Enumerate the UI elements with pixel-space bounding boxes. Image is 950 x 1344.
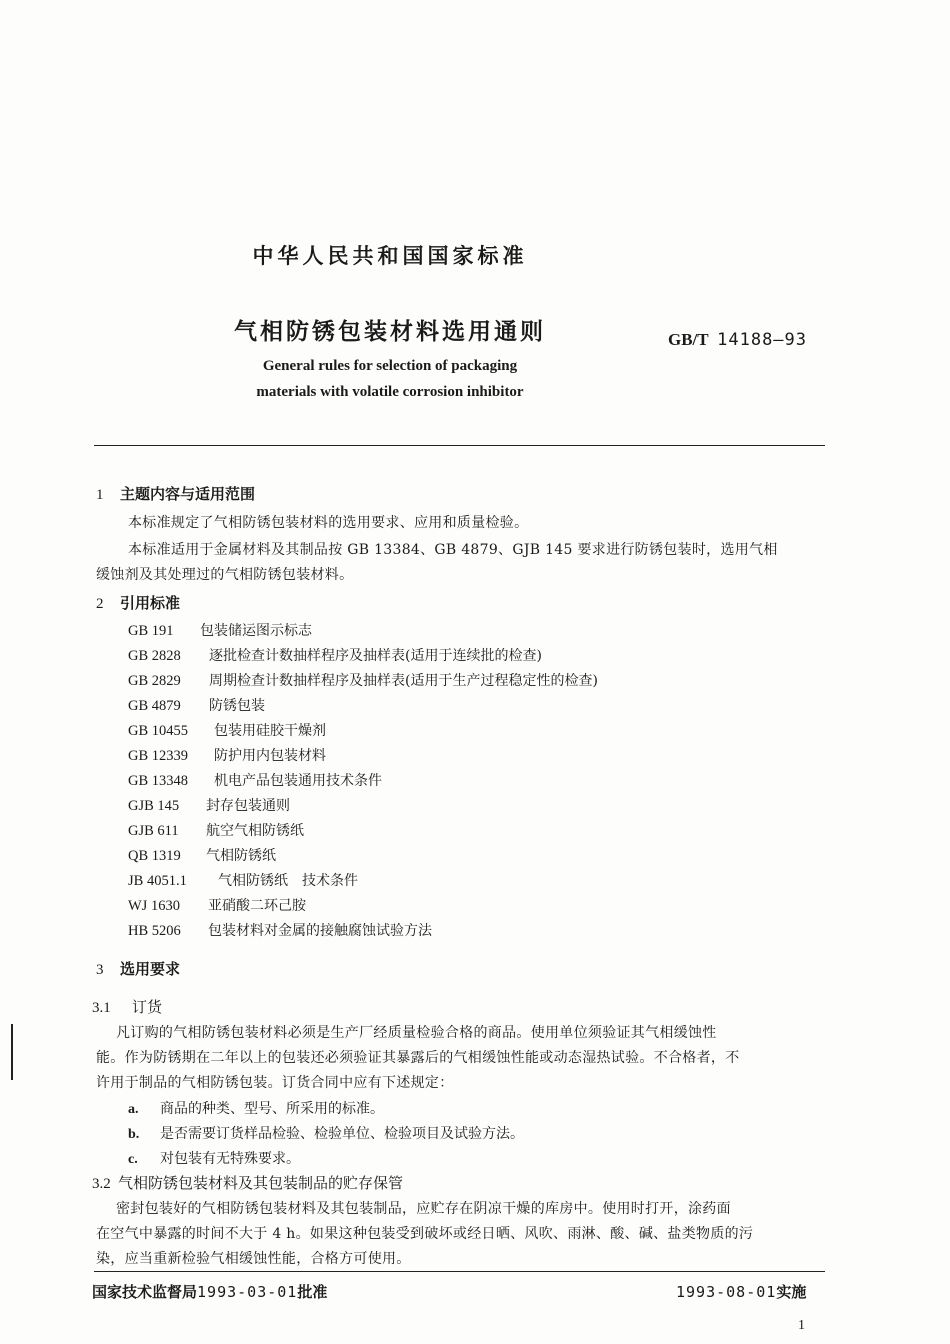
reference-title: 封存包装通则 xyxy=(206,798,290,814)
reference-code: JB 4051.1 xyxy=(128,873,187,889)
reference-title: 气相防锈纸 技术条件 xyxy=(218,873,358,889)
reference-code: GB 2828 xyxy=(128,648,181,664)
paragraph-continuation: 能。作为防锈期在二年以上的包装还必须验证其暴露后的气相缓蚀性能或动态湿热试验。不合格者，不 xyxy=(96,1050,740,1066)
reference-item xyxy=(128,870,358,890)
reference-title: 包装用硅胶干燥剂 xyxy=(214,723,326,739)
reference-item xyxy=(128,845,276,865)
section-number: 3 xyxy=(96,962,104,978)
section-1-heading xyxy=(96,483,255,504)
reference-title: 包装储运图示标志 xyxy=(200,623,312,639)
reference-code: GB 191 xyxy=(128,623,174,639)
reference-title: 亚硝酸二环己胺 xyxy=(208,898,306,914)
reference-code: WJ 1630 xyxy=(128,898,180,914)
reference-title: 气相防锈纸 xyxy=(206,848,276,864)
paragraph: 密封包装好的气相防锈包装材料及其包装制品，应贮存在阴凉干燥的库房中。使用时打开，涂药面 xyxy=(116,1201,731,1217)
footer-divider xyxy=(94,1271,825,1272)
reference-title: 包装材料对金属的接触腐蚀试验方法 xyxy=(208,923,432,939)
subsection-title: 气相防锈包装材料及其包装制品的贮存保管 xyxy=(118,1174,404,1192)
subsection-number: 3.1 xyxy=(92,1000,111,1016)
margin-mark xyxy=(11,1024,13,1080)
reference-title: 航空气相防锈纸 xyxy=(206,823,304,839)
standard-number xyxy=(668,330,807,350)
approval-org: 国家技术监督局 xyxy=(92,1283,198,1301)
standard-code: 14188—93 xyxy=(717,330,808,350)
approval-date: 1993-03-01 xyxy=(197,1283,298,1301)
reference-item xyxy=(128,720,326,740)
subsection-title: 订货 xyxy=(132,998,163,1016)
title-english-line-1: General rules for selection of packaging xyxy=(262,358,518,374)
list-item xyxy=(128,1123,524,1143)
reference-title: 机电产品包装通用技术条件 xyxy=(214,773,382,789)
implementation-date: 1993-08-01 xyxy=(676,1283,777,1301)
subsection-3-1-heading xyxy=(92,996,162,1017)
paragraph-continuation: 染，应当重新检验气相缓蚀性能，合格方可使用。 xyxy=(96,1251,411,1267)
national-standard-heading: 中华人民共和国国家标准 xyxy=(252,244,528,268)
list-item-label: c. xyxy=(128,1152,138,1167)
reference-code: HB 5206 xyxy=(128,923,181,939)
reference-title: 防护用内包装材料 xyxy=(214,748,326,764)
subsection-3-2-heading xyxy=(92,1172,403,1193)
list-item-label: b. xyxy=(128,1127,140,1142)
section-title: 主题内容与适用范围 xyxy=(120,485,256,503)
implementation-suffix: 实施 xyxy=(776,1283,807,1301)
header-divider xyxy=(94,445,825,446)
reference-code: GB 2829 xyxy=(128,673,181,689)
reference-code: GB 4879 xyxy=(128,698,181,714)
approval-line xyxy=(92,1281,327,1302)
reference-item xyxy=(128,695,265,715)
reference-code: QB 1319 xyxy=(128,848,181,864)
reference-item xyxy=(128,745,326,765)
reference-code: GB 12339 xyxy=(128,748,189,764)
section-2-heading xyxy=(96,592,180,613)
approval-suffix: 批准 xyxy=(297,1283,328,1301)
reference-code: GB 13348 xyxy=(128,773,189,789)
reference-code: GJB 145 xyxy=(128,798,180,814)
reference-code: GJB 611 xyxy=(128,823,179,839)
section-3-heading xyxy=(96,958,180,979)
implementation-line xyxy=(676,1281,806,1302)
section-number: 1 xyxy=(96,487,104,503)
reference-item xyxy=(128,920,432,940)
paragraph-continuation: 缓蚀剂及其处理过的气相防锈包装材料。 xyxy=(96,567,354,583)
standard-prefix: GB/T xyxy=(668,330,709,349)
list-item-label: a. xyxy=(128,1102,139,1117)
reference-title: 逐批检查计数抽样程序及抽样表(适用于连续批的检查) xyxy=(209,648,542,664)
paragraph: 凡订购的气相防锈包装材料必须是生产厂经质量检验合格的商品。使用单位须验证其气相缓蚀性 xyxy=(116,1025,717,1041)
reference-item xyxy=(128,620,312,640)
list-item-text: 商品的种类、型号、所采用的标准。 xyxy=(160,1101,384,1117)
subsection-number: 3.2 xyxy=(92,1176,111,1192)
title-chinese: 气相防锈包装材料选用通则 xyxy=(234,319,546,345)
reference-item xyxy=(128,795,290,815)
title-english-line-2: materials with volatile corrosion inhibitor xyxy=(256,384,524,400)
paragraph-continuation: 许用于制品的气相防锈包装。订货合同中应有下述规定： xyxy=(96,1075,454,1091)
list-item-text: 对包装有无特殊要求。 xyxy=(160,1151,300,1167)
reference-item xyxy=(128,770,382,790)
section-title: 引用标准 xyxy=(120,594,181,612)
paragraph-continuation: 在空气中暴露的时间不大于 4 h。如果这种包装受到破坏或经日晒、风吹、雨淋、酸、碱、盐类物质的污 xyxy=(96,1226,754,1242)
page-number: 1 xyxy=(798,1318,805,1333)
reference-code: GB 10455 xyxy=(128,723,189,739)
reference-item xyxy=(128,820,304,840)
list-item-text: 是否需要订货样品检验、检验单位、检验项目及试验方法。 xyxy=(160,1126,524,1142)
reference-title: 周期检查计数抽样程序及抽样表(适用于生产过程稳定性的检查) xyxy=(209,673,598,689)
reference-item xyxy=(128,670,598,690)
paragraph: 本标准规定了气相防锈包装材料的选用要求、应用和质量检验。 xyxy=(128,515,529,531)
list-item xyxy=(128,1148,300,1168)
reference-title: 防锈包装 xyxy=(209,698,265,714)
paragraph: 本标准适用于金属材料及其制品按 GB 13384、GB 4879、GJB 145 要求进行防锈包装时，选用气相 xyxy=(128,542,778,558)
list-item xyxy=(128,1098,384,1118)
section-title: 选用要求 xyxy=(120,960,181,978)
reference-item xyxy=(128,645,542,665)
section-number: 2 xyxy=(96,596,104,612)
reference-item xyxy=(128,895,306,915)
